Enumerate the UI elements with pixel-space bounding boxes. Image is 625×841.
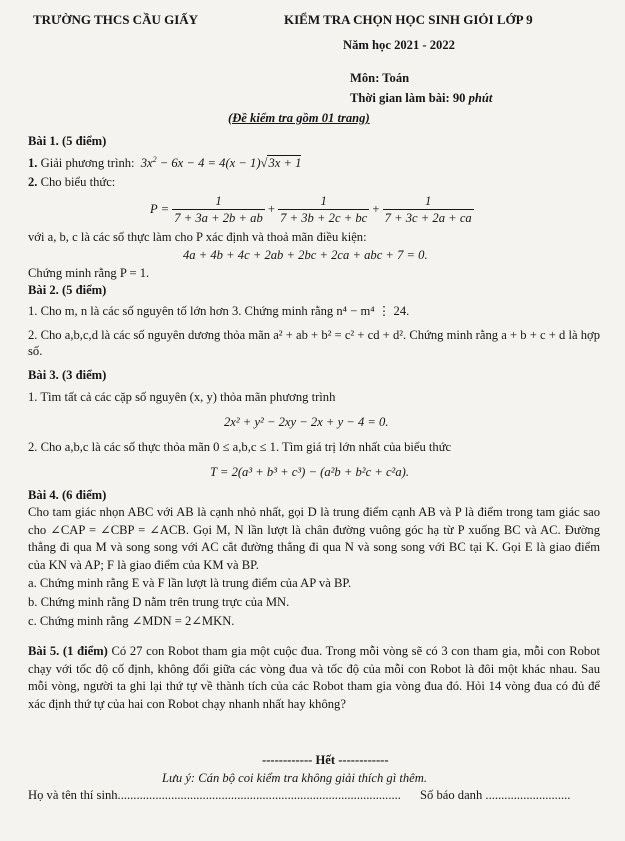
bai4-intro: Cho tam giác nhọn ABC với AB là cạnh nhỏ nhất, gọi D là trung điểm cạnh AB và P là điểm trong tam giác sao cho ∠CAP = ∠CBP = ∠ACB. Gọi M, N lần lượt là chân đường vuông góc hạ từ P xuống BC và AC. Đường thẳng đi qua M và song song với AC cắt đường thẳng đi qua N và song song với BC tại K. Gọi E là giao điểm của KN và AP; F là giao điểm của KM và BP. (28, 505, 600, 572)
subject: Môn: Toán (350, 71, 410, 85)
bai3-q2-equation: T = 2(a³ + b³ + c³) − (a²b + b²c + c²a). (210, 465, 409, 479)
bai3-title: Bài 3. (3 điểm) (28, 368, 107, 382)
page-note: (Đề kiểm tra gồm 01 trang) (228, 111, 370, 125)
prove-p: Chứng minh rằng P = 1. (28, 266, 150, 280)
candidate-id-line: Số báo danh ........................... (420, 788, 571, 802)
bai4-title: Bài 4. (6 điểm) (28, 488, 107, 502)
school-year: Năm học 2021 - 2022 (343, 38, 455, 52)
time-limit: Thời gian làm bài: 90 phút (350, 91, 493, 105)
condition-text: với a, b, c là các số thực làm cho P xác định và thoả mãn điều kiện: (28, 230, 367, 244)
end-mark: ------------ Hết ------------ (262, 753, 389, 767)
school-name: TRƯỜNG THCS CẦU GIẤY (33, 12, 199, 27)
bai2-q2: 2. Cho a,b,c,d là các số nguyên dương thỏa mãn a² + ab + b² = c² + cd + d². Chứng minh rằng a + b + c + d là hợp số. (28, 328, 600, 359)
bai4-b: b. Chứng minh rằng D nằm trên trung trực của MN. (28, 595, 290, 609)
candidate-name-line: Họ và tên thí sinh.......................................................................................... (28, 788, 401, 802)
bai1-q1: 1. Giải phương trình: $3x^2 - 6x - 4 = 4(x - 1)√3x + 1$ (28, 155, 302, 170)
bai2-q1: 1. Cho m, n là các số nguyên tố lớn hơn 3. Chứng minh rằng n⁴ − m⁴ ⋮ 24. (28, 304, 410, 318)
footer-note: Lưu ý: Cán bộ coi kiểm tra không giải thích gì thêm. (162, 771, 428, 785)
exam-title: KIỂM TRA CHỌN HỌC SINH GIỎI LỚP 9 (284, 12, 533, 27)
bai1-title: Bài 1. (5 điểm) (28, 134, 107, 148)
expression-p: P = $\frac{1}{7 + 3a + 2b + ab}$ + $\frac{1}{7 + 3b + 2c + bc}$ + $\frac{1}{7 + 3c + 2a + ca}$ (150, 194, 472, 226)
bai3-q1: 1. Tìm tất cả các cặp số nguyên (x, y) thỏa mãn phương trình (28, 390, 336, 404)
condition-equation: 4a + 4b + 4c + 2ab + 2bc + 2ca + abc + 7 = 0. (183, 248, 428, 262)
bai2-title: Bài 2. (5 điểm) (28, 283, 107, 297)
bai3-q2: 2. Cho a,b,c là các số thực thỏa mãn 0 ≤ a,b,c ≤ 1. Tìm giá trị lớn nhất của biểu thức (28, 440, 452, 454)
bai4-a: a. Chứng minh rằng E và F lần lượt là trung điểm của AP và BP. (28, 576, 352, 590)
bai4-c: c. Chứng minh rằng ∠MDN = 2∠MKN. (28, 614, 235, 628)
bai3-q1-equation: 2x² + y² − 2xy − 2x + y − 4 = 0. (224, 415, 389, 429)
bai5: Bài 5. (1 điểm) Có 27 con Robot tham gia một cuộc đua. Trong mỗi vòng sẽ có 3 con tham gia, mỗi con Robot chạy với tốc độ cố định, không đổi giữa các vòng đua và tốc độ của mỗi con Robot là đôi một khác nhau. Sau mỗi vòng, người ta ghi lại thứ tự về thành tích của các Robot tham gia vòng đua đó. Hỏi 14 vòng đua có đủ để xác định thứ tự của hai con Robot chạy nhanh nhất hay không? (28, 644, 600, 711)
bai1-q2: 2. Cho biểu thức: (28, 175, 116, 189)
